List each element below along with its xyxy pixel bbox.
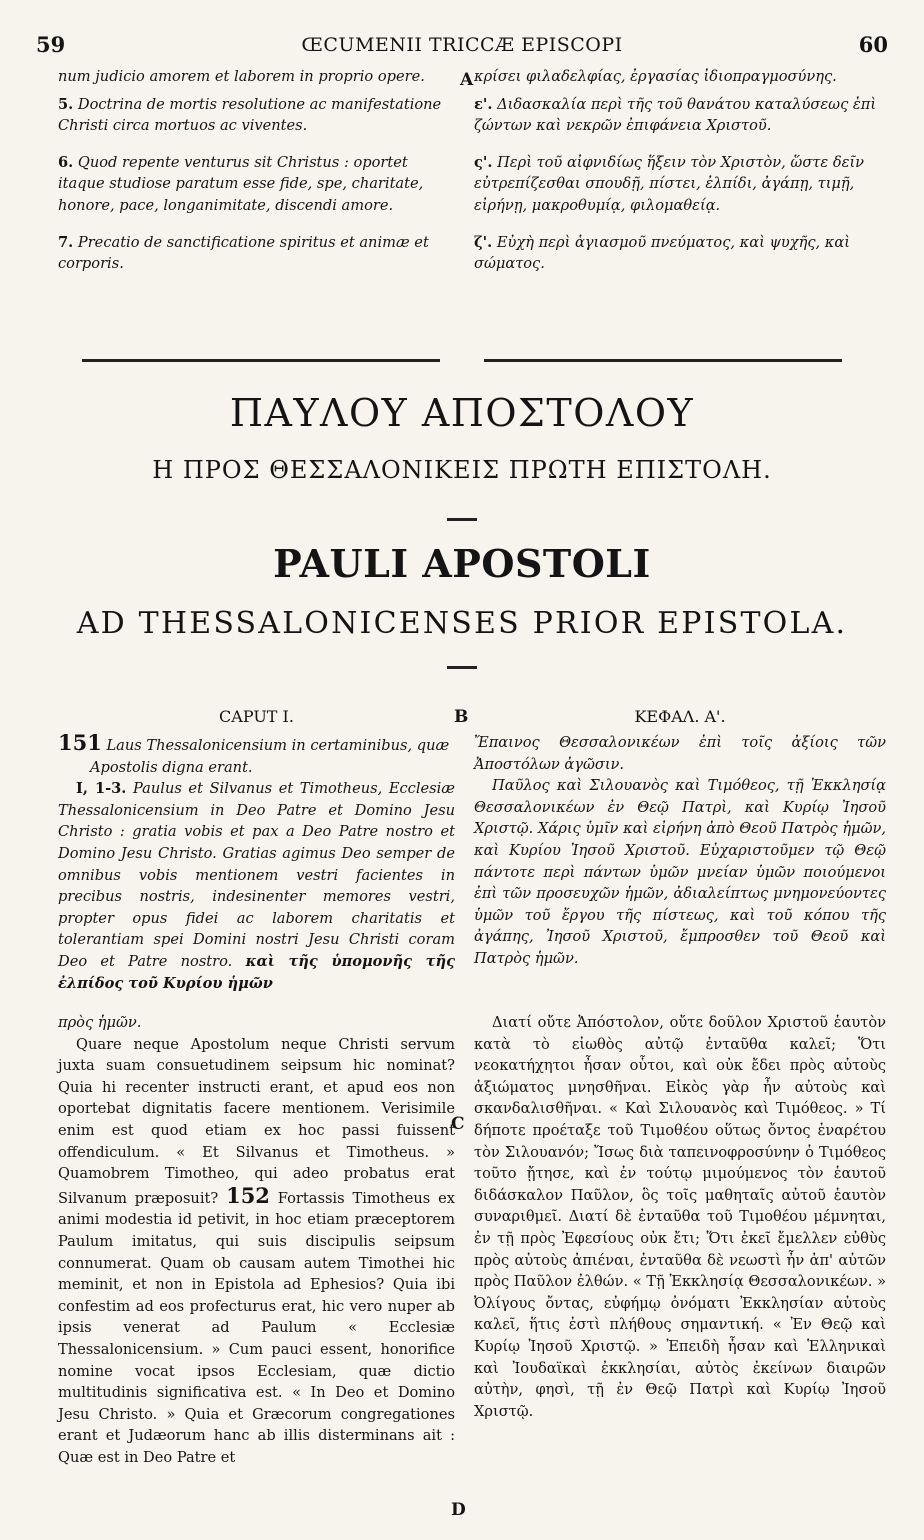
greek-overflow-end: πρὸς ἡμῶν. — [58, 1014, 142, 1031]
toc-item: 5. Doctrina de mortis resolutione ac manifestatione Christi circa mortuos ac viventes. — [58, 95, 442, 135]
toc-greek — [474, 66, 886, 290]
commentary-paragraph: Διατί οὔτε Ἀπόστολον, οὔτε δοῦλον Χριστοῦ ἑαυτὸν κατὰ τὸ εἰωθὸς αὐτῷ ἐνταῦθα καλεῖ; Ὅτι νεοκατήχητοι ἦσαν οὗτοι, καὶ οὐκ ἔδει πρὸς αὐτοὺς ἀξιώματος μνησθῆναι. Εἰκὸς γὰρ ἦν αὐτοὺς καὶ σκανδαλισθῆναι. « Καὶ Σιλουανὸς καὶ Τιμόθεος. » Τί δήποτε προέταξε τοῦ Τιμοθέου οὕτως ὄντος ἐναρέτου τὸν Σιλουανόν; Ἴσως διὰ ταπεινοφροσύνην ὁ Τιμόθεος τοῦτο ᾔτησε, καὶ ἐν τούτῳ μιμούμενος τὸν ἑαυτοῦ διδάσκαλον Παῦλον, ὃς τοῖς μαθηταῖς αὐτοῦ ἑαυτὸν συναριθμεῖ. Διατί δὲ ἐνταῦθα τοῦ Τιμοθέου μέμνηται, ἐν τῇ πρὸς Ἐφεσίους οὐκ ἔτι; Ὅτι ἐκεῖ ἔμελλεν εὐθὺς πρὸς αὐτοὺς ἀπιέναι, ἐνταῦθα δὲ νεωστὶ ἦν ἀπ' αὐτῶν πρὸς Παῦλον ἐλθών. « Τῇ Ἐκκλησίᾳ Θεσσαλονικέων. » Ὀλίγους ὄντας, εὐφήμῳ ὀνόματι Ἐκκλησίαν αὐτοὺς καλεῖ, ἥτις ἐστὶ πλήθους σημαντική. « Ἐν Θεῷ καὶ Κυρίῳ Ἰησοῦ Χριστῷ. » Ἐπειδὴ ἦσαν καὶ Ἑλληνικαὶ καὶ Ἰουδαϊκαὶ ἐκκλησίαι, αὐτὸς ἐκείνων διαιρῶν αὐτὴν, φησὶ, τῇ ἐν Θεῷ Πατρὶ καὶ Κυρίῳ Ἰησοῦ Χριστῷ. — [474, 1014, 886, 1420]
page-marker: 151 — [58, 730, 102, 755]
margin-letter-d: D — [451, 1500, 466, 1520]
toc-item: κρίσει φιλαδελφίας, ἐργασίας ἰδιοπραγμοσύνης. — [474, 68, 837, 85]
latin-text-top — [58, 732, 455, 994]
section-rule-right — [484, 359, 842, 362]
toc-latin — [58, 66, 455, 290]
title-greek-sub: Η ΠΡΟΣ ΘΕΣΣΑΛΟΝΙΚΕΙΣ ΠΡΩΤΗ ΕΠΙΣΤΟΛΗ. — [152, 456, 772, 484]
title-latin-sub: AD THESSALONICENSES PRIOR EPISTOLA. — [76, 606, 848, 641]
margin-letter-a: A — [460, 70, 474, 90]
page-number-right: 60 — [858, 32, 888, 57]
running-header — [36, 32, 888, 60]
page-number-left: 59 — [36, 32, 66, 57]
greek-text-top — [474, 732, 886, 970]
toc-item: ζ'. Εὐχὴ περὶ ἁγιασμοῦ πνεύματος, καὶ ψυχῆς, καὶ σώματος. — [474, 233, 850, 273]
margin-letter-c: C — [451, 1114, 465, 1134]
title-dash — [447, 666, 477, 669]
title-greek-main: ΠΑΥΛΟΥ ΑΠΟΣΤΟΛΟΥ — [229, 391, 695, 435]
margin-letter-b: B — [454, 707, 469, 727]
section-rule-left — [82, 359, 440, 362]
title-dash — [447, 518, 477, 521]
page-marker: 152 — [226, 1182, 270, 1208]
toc-item: 6. Quod repente venturus sit Christus : oportet itaque studiose paratum esse fide, spe, charitate, honore, pace, longanimitate, discendi amore. — [58, 153, 424, 214]
chapter-summary-latin: 151 Laus Thessalonicensium in certaminibus, quæ Apostolis digna erant. — [58, 730, 450, 776]
toc-item: 7. Precatio de sanctificatione spiritus et animæ et corporis. — [58, 233, 429, 273]
toc-item: num judicio amorem et laborem in proprio opere. — [58, 68, 425, 85]
running-title: ŒCUMENII TRICCÆ EPISCOPI — [301, 34, 623, 56]
chapter-heading-greek: ΚΕΦΑΛ. Α'. — [634, 707, 726, 726]
commentary-paragraph: Quare neque Apostolum neque Christi servum juxta suam consuetudinem seipsum hic nominat? Quia hi recenter instructi erant, et apud eos non oportebat dignitatis facere mentionem. Verisimile enim est quod etiam ex hoc passi fuissent offendiculum. « Et Silvanus et Timotheus. » Quamobrem Timotheo, qui adeo probatus erat Silvanum præposuit? 152 Fortassis Timotheus ex animi modestia id petivit, in hoc etiam præceptorem Paulum imitatus, qui suis discipulis seipsum connumerat. Quam ob causam autem Timothei hic meminit, et non in Epistola ad Ephesios? Quia ibi confestim ad eos profecturus erat, hic vero nuper ab ipsis venerat ad Paulum « Ecclesiæ Thessalonicensium. » Cum pauci essent, honorifice nomine vocat ipsos Ecclesiam, quæ dictio multitudinis significativa est. « In Deo et Domino Jesu Christo. » Quia et Græcorum congregationes erant et Judæorum hanc ab illis disterminans ait : Quæ est in Deo Patre et — [58, 1035, 456, 1466]
toc-item: ς'. Περὶ τοῦ αἰφνιδίως ἥξειν τὸν Χριστὸν, ὥστε δεῖν εὐτρεπίζεσθαι σπουδῇ, πίστει, ἐλπίδι, ἀγάπῃ, τιμῇ, εἰρήνῃ, μακροθυμίᾳ, φιλομαθείᾳ. — [474, 153, 865, 214]
toc-item: ε'. Διδασκαλία περὶ τῆς τοῦ θανάτου καταλύσεως ἐπὶ ζώντων καὶ νεκρῶν ἐπιφάνεια Χριστοῦ. — [474, 95, 877, 135]
chapter-summary-greek: Ἔπαινος Θεσσαλονικέων ἐπὶ τοῖς ἀξίοις τῶν Ἀποστόλων ἀγῶσιν. — [474, 734, 886, 773]
chapter-heading-latin: CAPUT I. — [219, 707, 294, 726]
greek-overflow: καὶ τῆς ὑπομονῆς τῆς ἐλπίδος τοῦ Κυρίου ἡμῶν — [58, 952, 456, 992]
verse-latin: I, 1-3. Paulus et Silvanus et Timotheus, Ecclesiæ Thessalonicensium in Deo Patre et Domino Jesu Christo : gratia vobis et pax a Deo Patre nostro et Domino Jesu Christo. Gratias agimus Deo semper de omnibus vobis mentionem vestri facientes in precibus nostris, indesinenter memores vestri, propter opus fidei ac laborem charitatis et tolerantiam spei Domini nostri Jesu Christi coram Deo et Patre nostro. καὶ τῆς ὑπομονῆς τῆς ἐλπίδος τοῦ Κυρίου ἡμῶν — [58, 780, 456, 992]
greek-commentary — [474, 1012, 886, 1422]
latin-commentary — [58, 1012, 455, 1468]
title-latin-main: PAULI APOSTOLI — [273, 541, 651, 586]
verse-greek: Παῦλος καὶ Σιλουανὸς καὶ Τιμόθεος, τῇ Ἐκκλησίᾳ Θεσσαλονικέων ἐν Θεῷ Πατρὶ, καὶ Κυρίῳ Ἰησοῦ Χριστῷ. Χάρις ὑμῖν καὶ εἰρήνη ἀπὸ Θεοῦ Πατρὸς ἡμῶν, καὶ Κυρίου Ἰησοῦ Χριστοῦ. Εὐχαριστοῦμεν τῷ Θεῷ πάντοτε περὶ πάντων ὑμῶν μνείαν ὑμῶν ποιούμενοι ἐπὶ τῶν προσευχῶν ἡμῶν, ἀδιαλείπτως μνημονεύοντες ὑμῶν τοῦ ἔργου τῆς πίστεως, καὶ τοῦ κόπου τῆς ἀγάπης, Ἰησοῦ Χριστοῦ, ἔμπροσθεν τοῦ Θεοῦ καὶ Πατρὸς ἡμῶν. — [474, 777, 886, 967]
